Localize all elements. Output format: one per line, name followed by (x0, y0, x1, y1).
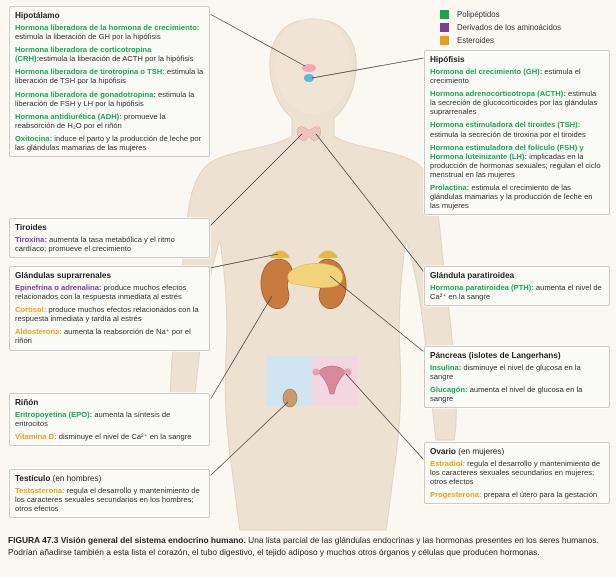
hormone-description: estimula la secreción de tiroxina por el tiroides (430, 129, 586, 139)
hormone-entry (15, 486, 204, 513)
hormone-entry (15, 134, 204, 152)
hormone-name: Hormona adrenocorticotropa (ACTH): (430, 89, 566, 99)
hormone-name: Tiroxina: (15, 235, 47, 244)
hormone-name: Hormona estimuladora del folículo (FSH) y Hormona luteinizante (LH): (430, 142, 584, 161)
hormone-description: disminuye el nivel de Ca²⁺ en la sangre (56, 432, 192, 442)
hormone-entry (15, 432, 204, 441)
hormone-entry (430, 363, 604, 381)
hormone-entry (15, 90, 204, 108)
legend-label: Polipéptidos (457, 9, 500, 19)
hormone-description: aumenta el nivel de Ca²⁺ en la sangre (430, 283, 602, 302)
hormone-entry (430, 67, 604, 85)
hormone-name: Hormona liberadora de corticotropina (CRH): (15, 45, 152, 64)
hormone-entry (15, 283, 204, 301)
hormone-description: implicadas en la producción de hormonas sexuales; regulan el ciclo menstrual en las mujeres (430, 151, 601, 179)
pancreas-entries (430, 363, 604, 403)
pancreas-title: Páncreas (islotes de Langerhans) (430, 351, 561, 360)
legend-label: Derivados de los aminoácidos (457, 22, 562, 32)
box-hipotalamo (9, 6, 210, 157)
hormone-entry (15, 327, 204, 345)
hormone-description: regula el desarrollo y mantenimiento de los caracteres sexuales secundarios en los hombres; otros efectos (15, 486, 200, 514)
tiroides-entries (15, 235, 204, 253)
hormone-name: Epinefrina o adrenalina: (15, 283, 102, 292)
hormone-entry (430, 120, 604, 138)
tiroides-title: Tiroides (15, 223, 47, 232)
legend (440, 8, 590, 47)
hormone-description: aumenta la tasa metabólica y el ritmo cardíaco; promueve el crecimiento (15, 235, 175, 254)
hormone-name: Estradiol: (430, 459, 466, 468)
box-pancreas (424, 346, 610, 408)
hormone-name: Prolactina: (430, 183, 470, 193)
paratiroidea-title: Glándula paratiroidea (430, 271, 515, 280)
rinon-entries (15, 410, 204, 441)
hormone-name: Aldosterona: (15, 327, 62, 337)
figure-caption (8, 534, 612, 558)
legend-item (440, 21, 590, 33)
testiculo-entries (15, 486, 204, 513)
hormone-entry (15, 235, 204, 253)
hormone-name: Insulina: (430, 363, 462, 372)
testiculo-title-note: (en hombres) (50, 474, 102, 483)
hormone-entry (15, 23, 204, 41)
hormone-description: promueve la reabsorción de H₂O por el riñón (15, 111, 166, 130)
hormone-description: estimula la liberación de TSH por la hipófisis (15, 67, 204, 86)
legend-swatch-icon (440, 23, 449, 32)
hormone-name: Oxitocina: (15, 133, 53, 143)
hormone-description: induce el parto y la producción de leche por las glándulas mamarias de las mujeres (15, 133, 202, 153)
hormone-description: aumenta la síntesis de eritrocitos (15, 410, 171, 429)
rinon-title: Riñón (15, 398, 39, 407)
hormone-description: estimula el crecimiento (430, 67, 581, 86)
suprarrenales-title: Glándulas suprarrenales (15, 271, 112, 280)
ovario-entries (430, 459, 604, 499)
hipofisis-entries (430, 67, 604, 210)
hormone-name: Cortisol: (15, 305, 47, 315)
hormone-entry (15, 112, 204, 130)
hormone-name: Eritropoyetina (EPO): (15, 410, 93, 419)
hormone-description: estimula el crecimiento de las glándulas mamarias y la producción de leche en las mujeres (430, 183, 593, 211)
hormone-entry (15, 305, 204, 323)
hormone-entry (430, 183, 604, 210)
hormone-description: aumenta el nivel de glucosa en la sangre (430, 385, 583, 404)
hormone-entry (430, 490, 604, 499)
hormone-entry (15, 45, 204, 63)
caption-text: Una lista parcial de las glándulas endocrinas y las hormonas presentes en los seres humanos. Podrían añadirse también a esta lista el corazón, el tubo digestivo, el tejido adiposo y muchos otros órganos y células que producen hormonas. (8, 535, 599, 557)
hormone-description: regula el desarrollo y mantenimiento de los caracteres sexuales secundarios en mujeres; otros efectos (430, 459, 601, 487)
hormone-description: estimula la secreción de glucocorticoides por las glándulas suprarrenales (430, 89, 598, 117)
hormone-name: Hormona liberadora de gonadotropina: (15, 89, 156, 99)
hormone-name: Glucagón: (430, 385, 468, 395)
hormone-description: disminuye el nivel de glucosa en la sangre (430, 363, 581, 382)
legend-swatch-icon (440, 36, 449, 45)
legend-item (440, 8, 590, 20)
hormone-name: Hormona estimuladora del tiroides (TSH): (430, 120, 581, 130)
hormone-entry (15, 410, 204, 428)
hormone-description: prepara el útero para la gestación (481, 490, 598, 500)
hormone-description: produce muchos efectos relacionados con la respuesta inmediata al estrés (15, 283, 187, 302)
box-suprarrenales (9, 266, 210, 351)
legend-item (440, 34, 590, 46)
hormone-name: Hormona del crecimiento (GH): (430, 67, 543, 76)
caption-label: FIGURA 47.3 Visión general del sistema endocrino humano. (8, 535, 246, 545)
left-ovary-icon (313, 369, 320, 376)
ovario-title-text: Ovario (430, 447, 456, 456)
hormone-description: estimula la liberación de FSH y LH por la hipófisis (15, 89, 195, 108)
testiculo-title-text: Testículo (15, 474, 51, 483)
left-kidney-icon (261, 259, 292, 308)
legend-label: Esteroides (457, 35, 494, 45)
hormone-entry (430, 459, 604, 486)
hormone-name: Hormona antidiurética (ADH): (15, 111, 122, 121)
hormone-entry (430, 385, 604, 403)
hormone-name: Progesterona: (430, 490, 482, 500)
hormone-description: estimula la liberación de ACTH por la hipófisis (39, 54, 194, 64)
hormone-name: Hormona paratiroidea (PTH): (430, 283, 534, 292)
hormone-description: produce muchos efectos relacionados con la respuesta inmediata y tardía al estrés (15, 305, 199, 324)
box-rinon (9, 393, 210, 446)
legend-swatch-icon (440, 10, 449, 19)
hormone-name: Hormona liberadora de tirotropina o TSH: (15, 67, 165, 77)
paratiroidea-entries (430, 283, 604, 301)
hormone-entry (430, 143, 604, 179)
hormone-name: Hormona liberadora de la hormona de crecimiento: (15, 23, 200, 32)
hormone-description: estimula la liberación de GH por la hipófisis (15, 32, 161, 42)
ovario-title (430, 446, 604, 457)
right-ovary-icon (345, 369, 352, 376)
box-tiroides (9, 218, 210, 258)
hormone-entry (430, 89, 604, 116)
hormone-description: aumenta la reabsorción de Na⁺ por el riñón (15, 327, 191, 346)
box-paratiroidea (424, 266, 610, 306)
hormone-entry (430, 283, 604, 301)
box-ovario (424, 442, 610, 504)
box-testiculo (9, 469, 210, 518)
hipotalamo-entries (15, 23, 204, 152)
box-hipofisis (424, 50, 610, 215)
hormone-name: Testosterona: (15, 486, 65, 495)
hormone-name: Vitamina D: (15, 432, 57, 442)
ovario-title-note: (en mujeres) (455, 447, 505, 456)
hipotalamo-title: Hipotálamo (15, 11, 60, 20)
hormone-entry (15, 67, 204, 85)
testiculo-title (15, 473, 204, 484)
suprarrenales-entries (15, 283, 204, 346)
hipofisis-title: Hipófisis (430, 55, 465, 64)
